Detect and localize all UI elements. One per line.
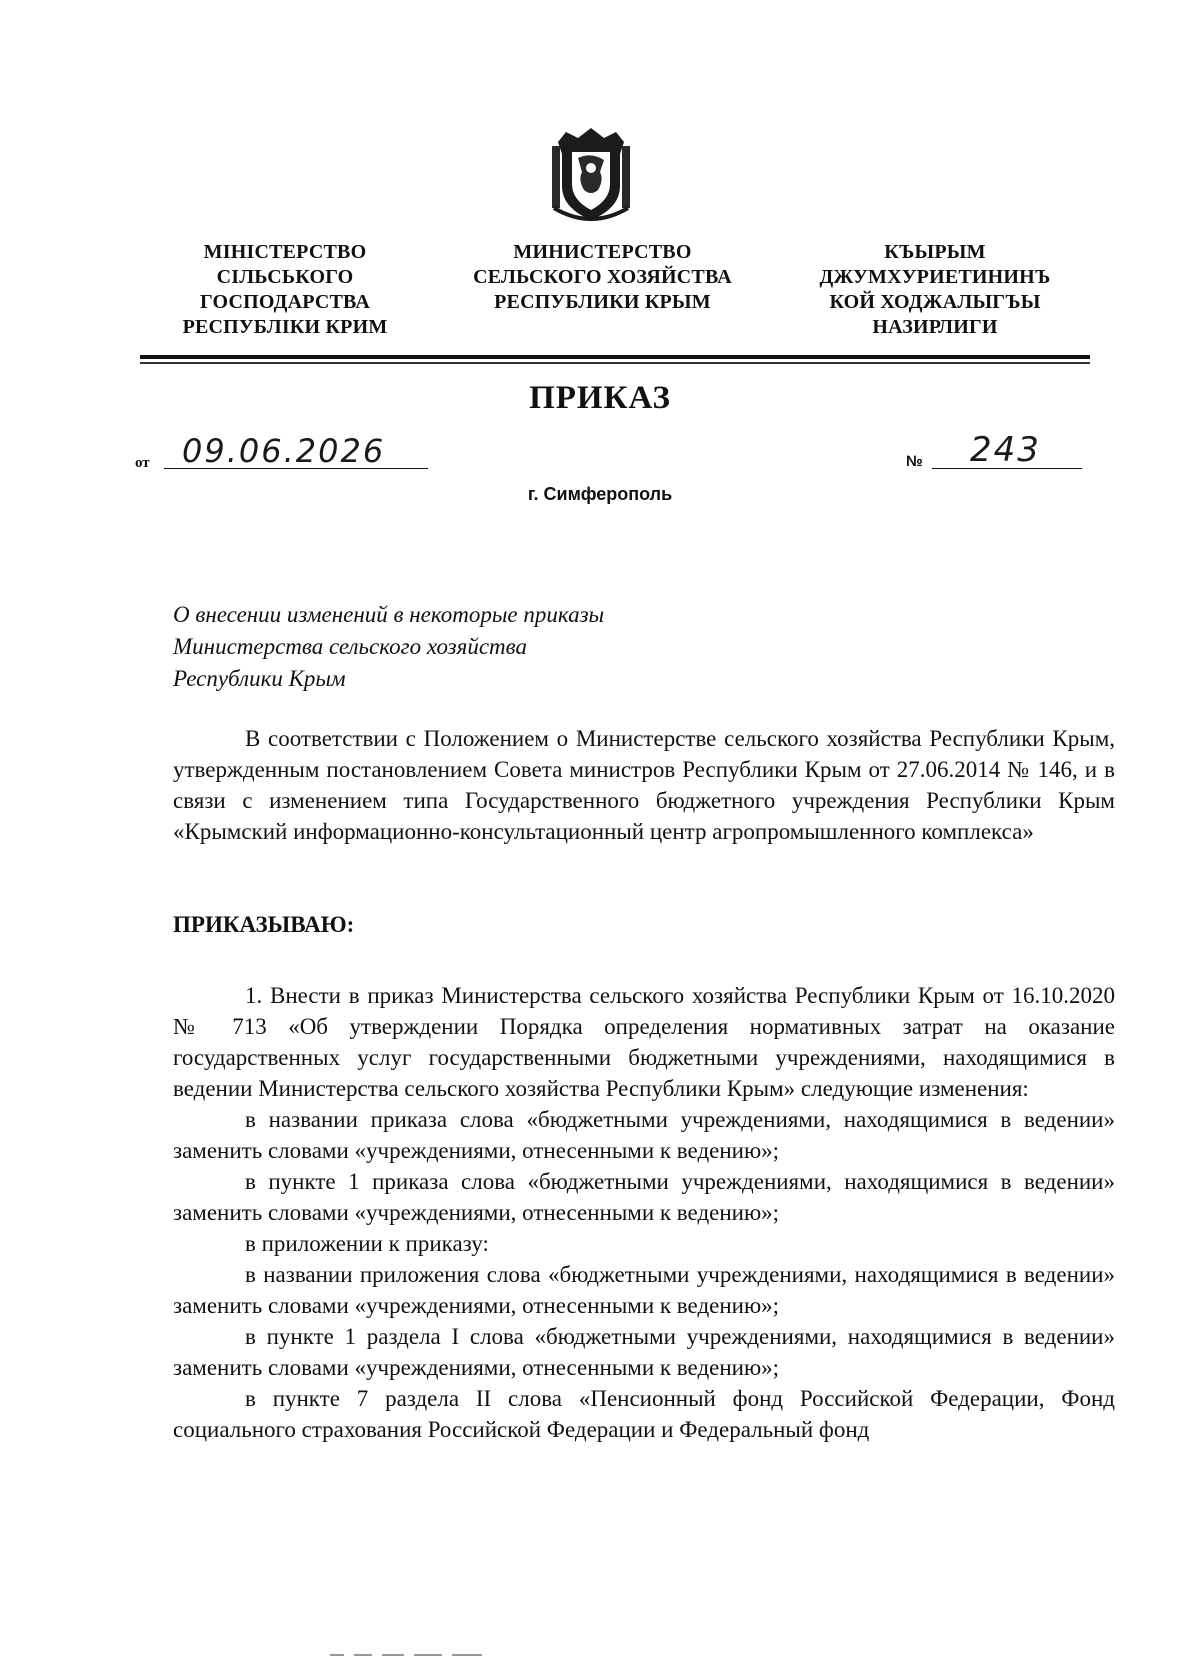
order-items <box>173 980 1115 1445</box>
paragraph: в пункте 7 раздела II слова «Пенсионный фонд Российской Федерации, Фонд социального страхования Российской Федерации и Федеральный фонд <box>173 1386 1115 1442</box>
date-value: 09.06.2026 <box>182 432 386 470</box>
date-label: от <box>135 455 150 471</box>
header-line: МІНІСТЕРСТВО <box>203 241 367 263</box>
header-line: КЪЫРЫМ <box>884 241 986 263</box>
header-line: РЕСПУБЛИКИ КРЫМ <box>494 291 711 313</box>
header-divider-thin <box>140 362 1090 364</box>
paragraph: в названии приказа слова «бюджетными учреждениями, находящимися в ведении» заменить словами «учреждениями, отнесенными к ведению»; <box>173 1107 1115 1163</box>
document-title: ПРИКАЗ <box>529 380 671 416</box>
number-label: № <box>906 453 923 470</box>
header-line: КОЙ ХОДЖАЛЫГЪЫ <box>829 291 1041 313</box>
subject-line: Республики Крым <box>173 666 346 691</box>
preamble <box>173 723 1115 847</box>
order-word: ПРИКАЗЫВАЮ: <box>173 912 355 937</box>
paragraph: в пункте 1 приказа слова «бюджетными учреждениями, находящимися в ведении» заменить словами «учреждениями, отнесенными к ведению»; <box>173 1169 1115 1225</box>
header-line: НАЗИРЛИГИ <box>872 316 998 338</box>
city-line: г. Симферополь <box>527 484 673 504</box>
header-line: РЕСПУБЛІКИ КРИМ <box>182 316 388 338</box>
header-divider <box>140 355 1090 359</box>
paragraph: в приложении к приказу: <box>245 1231 489 1256</box>
order-subject <box>173 599 604 695</box>
scan-artifact-marks <box>330 1643 500 1645</box>
header-line: СЕЛЬСКОГО ХОЗЯЙСТВА <box>473 266 732 288</box>
preamble-text: В соответствии с Положением о Министерстве сельского хозяйства Республики Крым, утвержденным постановлением Совета министров Республики Крым от 27.06.2014 № 146, и в связи с изменением типа Государственного бюджетного учреждения Республики Крым «Крымский информационно-консультационный центр агропромышленного комплекса» <box>173 726 1115 844</box>
header-line: ДЖУМХУРИЕТИНИНЪ <box>819 266 1051 288</box>
header-ukrainian <box>145 240 425 340</box>
header-line: МИНИСТЕРСТВО <box>513 241 692 263</box>
number-value: 243 <box>970 430 1041 470</box>
header-russian <box>445 240 760 315</box>
header-line: ГОСПОДАРСТВА <box>200 291 370 313</box>
subject-line: Министерства сельского хозяйства <box>173 634 527 659</box>
subject-line: О внесении изменений в некоторые приказы <box>173 602 605 627</box>
paragraph: в названии приложения слова «бюджетными учреждениями, находящимися в ведении» заменить словами «учреждениями, отнесенными к ведению»; <box>173 1262 1115 1318</box>
crimea-coat-of-arms-icon <box>548 124 634 224</box>
header-line: СІЛЬСЬКОГО <box>216 266 354 288</box>
header-crimean-tatar <box>790 240 1080 340</box>
paragraph: 1. Внести в приказ Министерства сельского хозяйства Республики Крым от 16.10.2020 № 713 «Об утверждении Порядка определения нормативных затрат на оказание государственных услуг государственными бюджетными учреждениями, находящимися в ведении Министерства сельского хозяйства Республики Крым» следующие изменения: <box>173 983 1115 1101</box>
paragraph: в пункте 1 раздела I слова «бюджетными учреждениями, находящимися в ведении» заменить словами «учреждениями, отнесенными к ведению»; <box>173 1324 1115 1380</box>
